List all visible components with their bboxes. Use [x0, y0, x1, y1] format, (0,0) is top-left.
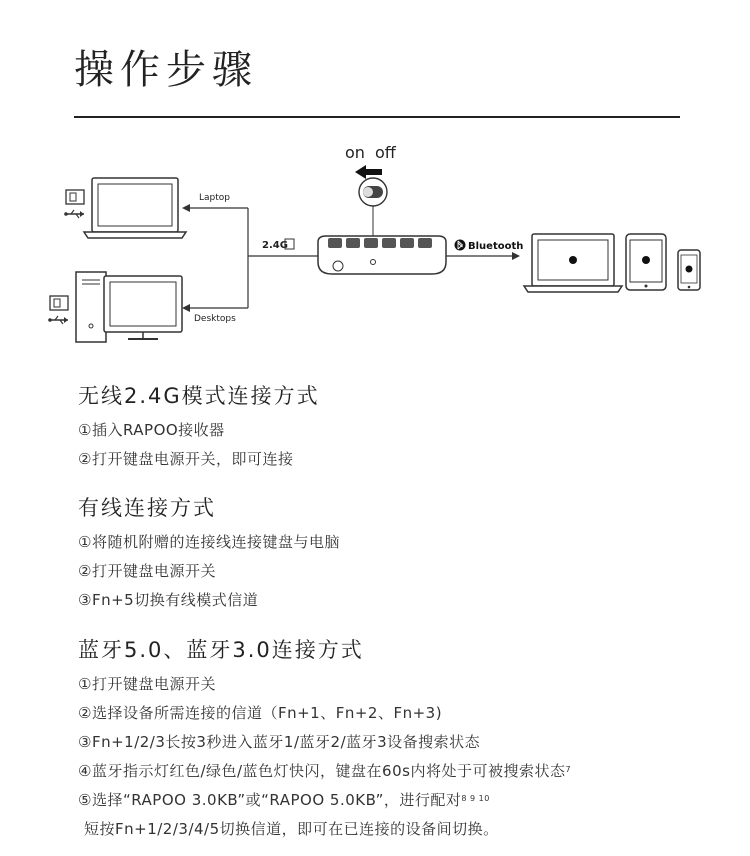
footnote-marker: 8 9 10 — [461, 794, 490, 803]
arrow-left-icon — [355, 165, 382, 179]
page-title: 操作步骤 — [74, 47, 258, 93]
step-item: ①将随机附赠的连接线连接键盘与电脑 — [78, 533, 340, 551]
usb-icon — [48, 316, 68, 324]
step-text: ④蓝牙指示灯红色/绿色/蓝色灯快闪，键盘在60s内将处于可被搜索状态 — [78, 762, 566, 780]
usb-icon — [64, 210, 84, 218]
tablet-icon — [626, 234, 666, 290]
wired-section — [78, 492, 340, 615]
step-item: ②打开键盘电源开关，即可连接 — [78, 450, 294, 468]
step-item: ③Fn+5切换有线模式信道 — [78, 591, 259, 609]
phone-icon — [678, 250, 700, 290]
connection-lines — [184, 208, 318, 308]
arrow-icon — [182, 204, 190, 212]
step-item: ②选择设备所需连接的信道（Fn+1、Fn+2、Fn+3) — [78, 704, 443, 722]
switch-off-label: off — [375, 143, 396, 162]
bluetooth-label: Bluetooth — [468, 241, 524, 252]
laptop-icon — [524, 234, 622, 292]
laptop-label: Laptop — [199, 193, 230, 203]
step-item: 短按Fn+1/2/3/4/5切换信道，即可在已连接的设备间切换。 — [84, 820, 499, 838]
wireless-section — [78, 380, 320, 474]
connection-diagram — [0, 130, 750, 360]
arrow-right-icon — [512, 252, 520, 260]
section-heading: 蓝牙5.0、蓝牙3.0连接方式 — [78, 638, 364, 662]
desktop-tower-icon — [76, 272, 106, 342]
wireless-2-4g-badge: 2.4G — [262, 240, 288, 251]
desktops-label: Desktops — [194, 314, 236, 324]
step-item: ③Fn+1/2/3长按3秒进入蓝牙1/蓝牙2/蓝牙3设备搜索状态 — [78, 733, 481, 751]
step-item: ①打开键盘电源开关 — [78, 675, 216, 693]
bluetooth-section — [78, 634, 571, 844]
arrow-icon — [182, 304, 190, 312]
bluetooth-icon — [455, 240, 466, 251]
step-item: ①插入RAPOO接收器 — [78, 421, 225, 439]
laptop-icon — [84, 178, 186, 238]
section-heading: 有线连接方式 — [78, 496, 216, 520]
footnote-marker: 7 — [565, 765, 572, 774]
step-item — [78, 786, 571, 815]
usb-receiver-icon — [66, 190, 84, 204]
usb-receiver-icon — [50, 296, 68, 310]
keyboard-icon — [318, 236, 446, 274]
step-item: ②打开键盘电源开关 — [78, 562, 216, 580]
step-text: ⑤选择“RAPOO 3.0KB”或“RAPOO 5.0KB”，进行配对 — [78, 791, 462, 809]
title-divider — [74, 116, 680, 118]
section-heading: 无线2.4G模式连接方式 — [78, 384, 320, 408]
switch-on-label: on — [345, 143, 365, 162]
monitor-icon — [104, 276, 182, 339]
step-item — [78, 757, 571, 786]
